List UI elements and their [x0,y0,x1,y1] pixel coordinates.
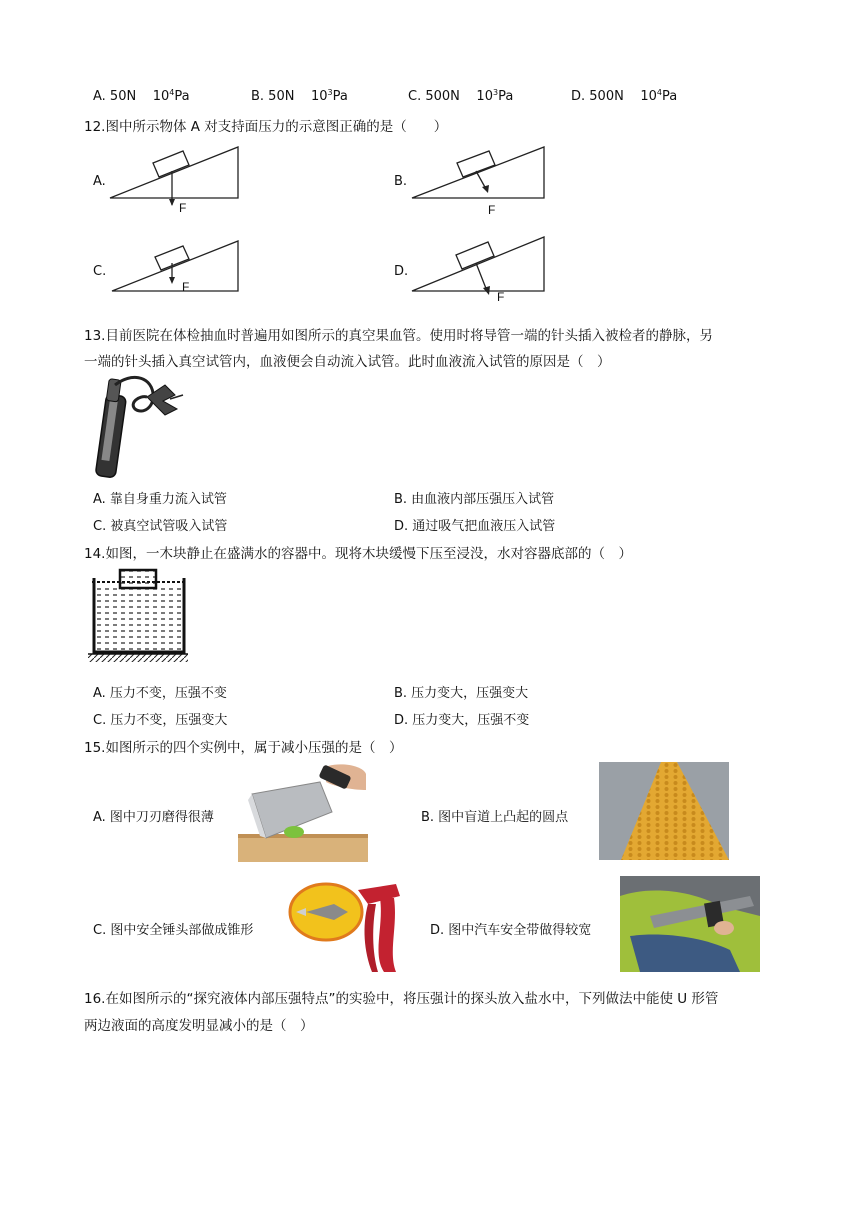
q13-option-c: C. 被真空试管吸入试管 [93,519,228,534]
q12-diagram-b [410,145,550,215]
q13-option-a: A. 靠自身重力流入试管 [93,492,227,507]
q15-option-d: D. 图中汽车安全带做得较宽 [430,923,592,938]
q12-a-force-label: F [179,201,187,215]
q13-option-b: B. 由血液内部压强压入试管 [394,492,555,507]
q11-option-b: B. 50N $10^3Pa$ [251,88,348,104]
q15-option-b: B. 图中盲道上凸起的圆点 [421,810,569,825]
q12-option-d-label: D. [394,264,409,279]
q14-option-b: B. 压力变大，压强变大 [394,686,529,701]
q12-d-force-label: F [497,290,505,304]
q12-diagram-c [110,237,245,297]
q12-c-force-label: F [182,280,190,294]
q12-question: 12.图中所示物体 A 对支持面压力的示意图正确的是（ ） [84,119,448,135]
q12-b-force-label: F [488,203,496,217]
container-with-wood-block-image [88,568,188,668]
q11-option-d: D. 500N $10^4Pa$ [571,88,678,104]
seat-belt-photo [620,876,760,972]
q16-question-line2: 两边液面的高度发明显减小的是（ ） [84,1018,314,1034]
q12-option-a-label: A. [93,174,106,189]
q14-option-d: D. 压力变大，压强不变 [394,713,530,728]
q12-option-b-label: B. [394,174,408,189]
vacuum-blood-tube-image [95,375,185,485]
knife-cutting-photo [238,760,368,862]
q11-option-a: A. 50N $10^4Pa$ [93,88,190,104]
q15-option-c: C. 图中安全锤头部做成锥形 [93,923,254,938]
q15-question: 15.如图所示的四个实例中，属于减小压强的是（ ） [84,740,403,756]
q11-option-c: C. 500N $10^3Pa$ [408,88,514,104]
q12-diagram-d [410,235,550,305]
q14-option-a: A. 压力不变，压强不变 [93,686,227,701]
tactile-paving-photo [599,762,729,860]
q13-question-line2: 一端的针头插入真空试管内，血液便会自动流入试管。此时血液流入试管的原因是（ ） [84,354,611,370]
q12-option-c-label: C. [93,264,107,279]
q15-option-a: A. 图中刀刃磨得很薄 [93,810,214,825]
safety-hammer-photo [288,876,410,976]
q14-question: 14.如图，一木块静止在盛满水的容器中。现将木块缓慢下压至浸没，水对容器底部的（ ） [84,546,632,562]
q13-question-line1: 13.目前医院在体检抽血时普遍用如图所示的真空果血管。使用时将导管一端的针头插入被检者的静脉，另 [84,328,713,344]
q13-option-d: D. 通过吸气把血液压入试管 [394,519,556,534]
q12-diagram-a [108,145,243,215]
q14-option-c: C. 压力不变，压强变大 [93,713,228,728]
q16-question-line1: 16.在如图所示的“探究液体内部压强特点”的实验中，将压强计的探头放入盐水中，下列做法中能使 U 形管 [84,991,719,1007]
